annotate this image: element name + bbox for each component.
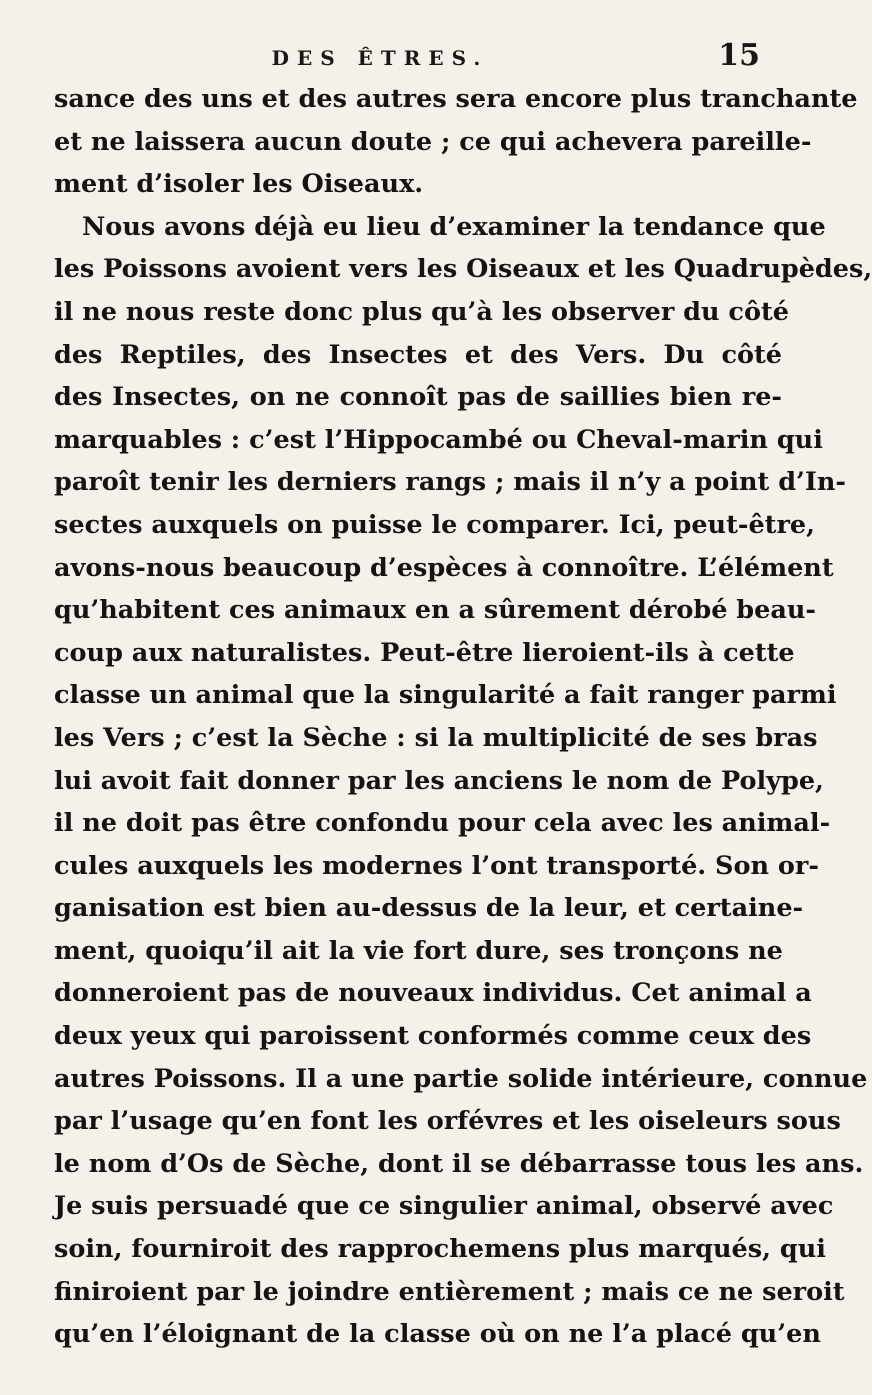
text-line: qu’habitent ces animaux en a sûrement dérobé beau- (54, 595, 817, 626)
text-line: autres Poissons. Il a une partie solide intérieure, connue (54, 1063, 868, 1094)
text-line: ment d’isoler les Oiseaux. (54, 169, 424, 200)
text-line: ment, quoiqu’il ait la vie fort dure, ses tronçons ne (54, 935, 783, 966)
page-header (0, 38, 800, 78)
text-line: paroît tenir les derniers rangs ; mais il n’y a point d’In- (54, 467, 846, 498)
text-line: sance des uns et des autres sera encore plus tranchante (54, 84, 858, 114)
page-number: 15 (718, 38, 760, 73)
running-title: DES ÊTRES. (271, 46, 489, 70)
text-line: donneroient pas de nouveaux individus. Cet animal a (54, 978, 812, 1009)
text-line: il ne nous reste donc plus qu’à les observer du côté (54, 296, 789, 327)
text-line: marquables : c’est l’Hippocambé ou Cheval-marin qui (54, 424, 823, 455)
text-line: lui avoit fait donner par les anciens le nom de Polype, (54, 765, 824, 796)
text-line: qu’en l’éloignant de la classe où on ne l’a placé qu’en (54, 1319, 821, 1350)
text-line: Je suis persuadé que ce singulier animal, observé avec (54, 1191, 834, 1222)
body-text (54, 78, 872, 1356)
text-line: par l’usage qu’en font les orfévres et les oiseleurs sous (54, 1106, 841, 1137)
text-line: des Reptiles, des Insectes et des Vers. Du côté (54, 339, 782, 370)
text-line: Nous avons déjà eu lieu d’examiner la tendance que (82, 211, 826, 242)
text-line: avons-nous beaucoup d’espèces à connoître. L’élément (54, 552, 834, 583)
text-line: coup aux naturalistes. Peut-être lieroient-ils à cette (54, 637, 795, 668)
text-line: soin, fourniroit des rapprochemens plus marqués, qui (54, 1234, 826, 1265)
text-line: et ne laissera aucun doute ; ce qui achevera pareille- (54, 126, 812, 157)
text-line: finiroient par le joindre entièrement ; mais ce ne seroit (54, 1276, 845, 1307)
text-line: les Vers ; c’est la Sèche : si la multiplicité de ses bras (54, 722, 818, 753)
text-line: classe un animal que la singularité a fait ranger parmi (54, 680, 837, 711)
text-line: le nom d’Os de Sèche, dont il se débarrasse tous les ans. (54, 1148, 864, 1179)
text-line: les Poissons avoient vers les Oiseaux et les Quadrupèdes, (54, 254, 872, 285)
text-line: cules auxquels les modernes l’ont transporté. Son or- (54, 850, 819, 881)
text-line: ganisation est bien au-dessus de la leur, et certaine- (54, 893, 804, 924)
text-line: il ne doit pas être confondu pour cela avec les animal- (54, 808, 831, 839)
text-line: sectes auxquels on puisse le comparer. Ici, peut-être, (54, 509, 815, 540)
text-line: deux yeux qui paroissent conformés comme ceux des (54, 1021, 812, 1052)
text-line: des Insectes, on ne connoît pas de saillies bien re- (54, 382, 782, 413)
